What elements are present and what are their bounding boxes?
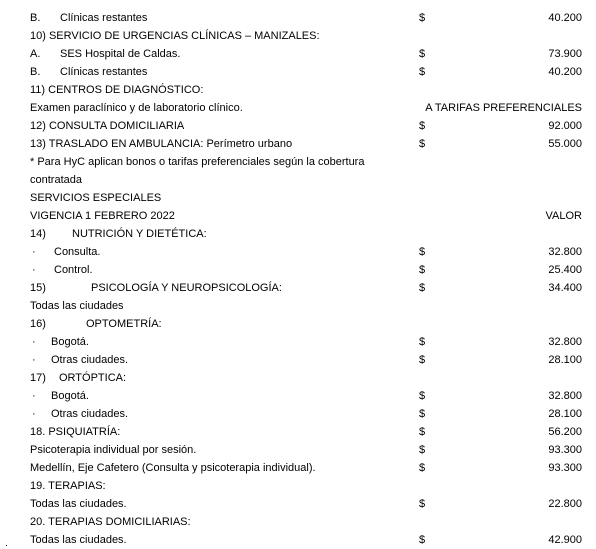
row-traslado-ambulancia <box>30 135 590 153</box>
item-value: 28.100 <box>548 354 582 366</box>
item-value: 42.900 <box>548 534 582 546</box>
section-heading-terapias <box>30 477 590 495</box>
item-label: 12) CONSULTA DOMICILIARIA <box>30 120 185 132</box>
item-value: 92.000 <box>548 120 582 132</box>
item-label: Bogotá. <box>51 336 89 348</box>
coverage-note-continued: contratada <box>30 174 82 186</box>
section-label: SERVICIOS ESPECIALES <box>30 192 162 204</box>
item-label: Examen paraclínico y de laboratorio clínico. <box>30 102 243 114</box>
currency-symbol: $ <box>419 462 426 474</box>
row-ortoptica-otras <box>30 405 590 423</box>
currency-symbol: $ <box>419 66 426 78</box>
item-value: 34.400 <box>548 282 582 294</box>
currency-symbol: $ <box>419 282 426 294</box>
row-psicologia-ciudades <box>30 297 590 315</box>
row-consulta-domiciliaria <box>30 117 590 135</box>
item-label: Todas las ciudades. <box>30 498 127 510</box>
currency-symbol: $ <box>419 426 426 438</box>
section-label: NUTRICIÓN Y DIETÉTICA: <box>72 228 207 240</box>
row-psicologia <box>30 279 590 297</box>
row-examen-paraclinico <box>30 99 590 117</box>
section-heading-optometria <box>30 315 590 333</box>
section-label: 18. PSIQUIATRÍA: <box>30 426 121 438</box>
item-marker: A. <box>30 48 41 60</box>
currency-symbol: $ <box>419 12 426 24</box>
bullet: · <box>32 264 36 276</box>
stray-mark <box>6 545 7 546</box>
currency-symbol: $ <box>419 48 426 60</box>
coverage-note: * Para HyC aplican bonos o tarifas preferenciales según la cobertura <box>30 156 365 168</box>
currency-symbol: $ <box>419 264 426 276</box>
row-terapias-ciudades <box>30 495 590 513</box>
item-label: Otras ciudades. <box>51 354 129 366</box>
row-clinicas-restantes <box>30 9 590 27</box>
note-line-2 <box>30 171 590 189</box>
item-value: 40.200 <box>548 12 582 24</box>
item-label: Clínicas restantes <box>60 66 148 78</box>
item-value: 25.400 <box>548 264 582 276</box>
row-nutricion-control <box>30 261 590 279</box>
section-heading-ortoptica <box>30 369 590 387</box>
currency-symbol: $ <box>419 246 426 258</box>
bullet: · <box>32 354 36 366</box>
item-label: Bogotá. <box>51 390 89 402</box>
item-value: 93.300 <box>548 462 582 474</box>
bullet: · <box>32 336 36 348</box>
row-clinicas-restantes-manizales <box>30 63 590 81</box>
row-optometria-otras <box>30 351 590 369</box>
item-label: Consulta. <box>54 246 101 258</box>
value-column-header: VALOR <box>545 210 582 222</box>
item-marker: 16) <box>30 318 46 330</box>
item-value: 93.300 <box>548 444 582 456</box>
currency-symbol: $ <box>419 138 426 150</box>
item-label: Psicoterapia individual por sesión. <box>30 444 197 456</box>
item-value: 55.000 <box>548 138 582 150</box>
currency-symbol: $ <box>419 408 426 420</box>
section-heading-terapias-domiciliarias <box>30 513 590 531</box>
currency-symbol: $ <box>419 354 426 366</box>
row-ortoptica-bogota <box>30 387 590 405</box>
currency-symbol: $ <box>419 444 426 456</box>
item-label: Todas las ciudades. <box>30 534 127 546</box>
item-value: 32.800 <box>548 246 582 258</box>
item-label: 13) TRASLADO EN AMBULANCIA: Perímetro urbano <box>30 138 293 150</box>
validity-header <box>30 207 590 225</box>
item-marker: B. <box>30 66 41 78</box>
special-services-heading <box>30 189 590 207</box>
section-label: ORTÓPTICA: <box>59 372 127 384</box>
section-label: PSICOLOGÍA Y NEUROPSICOLOGÍA: <box>91 282 282 294</box>
section-heading-diagnostico <box>30 81 590 99</box>
bullet: · <box>32 408 36 420</box>
section-label: 20. TERAPIAS DOMICILIARIAS: <box>30 516 191 528</box>
item-value: 22.800 <box>548 498 582 510</box>
section-label: 10) SERVICIO DE URGENCIAS CLÍNICAS – MANIZALES: <box>30 30 320 42</box>
currency-symbol: $ <box>419 336 426 348</box>
row-nutricion-consulta <box>30 243 590 261</box>
item-value: 28.100 <box>548 408 582 420</box>
preferential-rates-text: A TARIFAS PREFERENCIALES <box>425 102 582 114</box>
currency-symbol: $ <box>419 390 426 402</box>
row-terapias-domiciliarias-ciudades <box>30 531 590 549</box>
section-label: OPTOMETRÍA: <box>86 318 162 330</box>
section-label: 11) CENTROS DE DIAGNÓSTICO: <box>30 84 204 96</box>
row-optometria-bogota <box>30 333 590 351</box>
currency-symbol: $ <box>419 534 426 546</box>
section-heading-urgencias <box>30 27 590 45</box>
item-marker: 17) <box>30 372 46 384</box>
row-psiquiatria <box>30 423 590 441</box>
item-label: Control. <box>54 264 93 276</box>
currency-symbol: $ <box>419 120 426 132</box>
section-label: 19. TERAPIAS: <box>30 480 106 492</box>
validity-label: VIGENCIA 1 FEBRERO 2022 <box>30 210 175 222</box>
item-marker: 14) <box>30 228 46 240</box>
item-marker: B. <box>30 12 41 24</box>
note-line-1 <box>30 153 590 171</box>
item-label: Medellín, Eje Cafetero (Consulta y psicoterapia individual). <box>30 462 316 474</box>
item-label: Clínicas restantes <box>60 12 148 24</box>
item-marker: 15) <box>30 282 46 294</box>
row-ses-hospital <box>30 45 590 63</box>
item-label: Otras ciudades. <box>51 408 129 420</box>
item-label: SES Hospital de Caldas. <box>60 48 181 60</box>
section-heading-nutricion <box>30 225 590 243</box>
bullet: · <box>32 390 36 402</box>
item-value: 56.200 <box>548 426 582 438</box>
item-value: 32.800 <box>548 390 582 402</box>
row-medellin-eje-cafetero <box>30 459 590 477</box>
currency-symbol: $ <box>419 498 426 510</box>
item-value: 40.200 <box>548 66 582 78</box>
bullet: · <box>32 246 36 258</box>
item-value: 32.800 <box>548 336 582 348</box>
item-label: Todas las ciudades <box>30 300 124 312</box>
row-psicoterapia <box>30 441 590 459</box>
item-value: 73.900 <box>548 48 582 60</box>
